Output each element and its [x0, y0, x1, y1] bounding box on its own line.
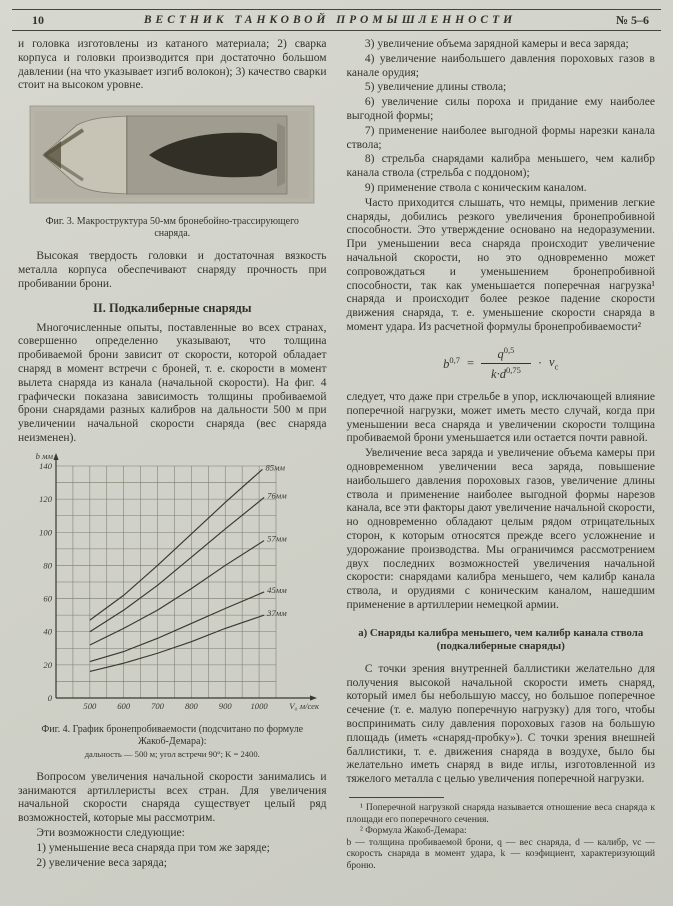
- svg-text:b мм: b мм: [35, 451, 54, 461]
- page-header: [0, 0, 673, 31]
- svg-text:85мм: 85мм: [265, 462, 286, 473]
- figure-4-caption: Фиг. 4. График бронепробиваемости (подсчитано по формуле Жакоб-Демара):: [41, 723, 304, 747]
- svg-text:20: 20: [43, 659, 53, 670]
- journal-title: ВЕСТНИК ТАНКОВОЙ ПРОМЫШЛЕННОСТИ: [143, 14, 517, 26]
- subsection-heading-line1: а) Снаряды калибра меньшего, чем калибр канала ствола: [358, 626, 644, 639]
- figure-4-subcaption: дальность — 500 м; угол встречи 90°; K = 2400.: [84, 748, 260, 759]
- svg-text:37мм: 37мм: [267, 607, 287, 618]
- paragraph: Часто приходится слышать, что немцы, применив легкие снаряды, добились резкого увеличения бронепробивной способности. Это утверждение основано на недоразумении. При уменьшении веса снаряда происходит увеличение начальной скорости, но это одновременно может сопровождаться и уменьшением бронепробивной способности, так как уменьшается поперечная нагрузка¹ снаряда и происходит более резкое падение скорости движения снаряда, т. е. уменьшение скорости снаряда в момент удара. Из расчетной формулы бронепробиваемости²: [346, 196, 655, 333]
- paragraph: Высокая твердость головки и достаточная вязкость металла корпуса обеспечивают снаряду прочность при пробивании брони.: [18, 250, 327, 290]
- list-item: 3) увеличение объема зарядной камеры и веса заряда;: [364, 38, 629, 50]
- svg-text:57мм: 57мм: [267, 533, 287, 544]
- paragraph: следует, что даже при стрельбе в упор, исключающей влияние поперечной нагрузки, может иметь место случай, когда при уменьшении веса снаряда и увеличении скорости толщина пробиваемой брони уменьшается или остается почти равной.: [346, 391, 655, 445]
- left-column: [18, 38, 327, 872]
- formula-multiply-dot: ·: [537, 355, 543, 370]
- footnote: ¹ Поперечной нагрузкой снаряда называется отношение веса снаряда к площади его поперечного сечения.: [346, 801, 655, 825]
- right-column: [347, 38, 656, 872]
- svg-text:800: 800: [185, 700, 199, 711]
- formula-equals: =: [466, 355, 475, 370]
- list-item: 9) применение ствола с коническим каналом.: [364, 181, 587, 194]
- list-item: 1) уменьшение веса снаряда при том же заряде;: [36, 841, 270, 854]
- footnote: ² Формула Жакоб-Демара:: [359, 825, 467, 837]
- svg-text:140: 140: [39, 460, 53, 471]
- svg-text:40: 40: [43, 626, 53, 637]
- list-item: 5) увеличение длины ствола;: [364, 81, 507, 94]
- header-row: [12, 9, 661, 31]
- page-number: 10: [32, 12, 44, 27]
- footnote: b — толщина пробиваемой брони, q — вес снаряда, d — калибр, vc — скорость снаряда в момент удара, k — коэфициент, характеризующий броню.: [346, 836, 655, 871]
- svg-text:120: 120: [39, 493, 53, 504]
- figure-3-caption: Фиг. 3. Макроструктура 50-мм бронебойно-трассирующего снаряда.: [45, 216, 299, 240]
- formula-numerator: $q^{0,5}$: [481, 345, 531, 364]
- svg-text:900: 900: [219, 700, 232, 711]
- paragraph: и головка изготовлены из катаного материала; 2) сварка корпуса и головки производится при достаточно большом давлении (на что указывает изгиб волокон); 3) качество сварки стоит на высоком уровне.: [18, 38, 327, 92]
- svg-text:76мм: 76мм: [267, 490, 287, 501]
- formula-denominator: $k\cdot d^{0,75}$: [491, 364, 521, 382]
- paragraph: Вопросом увеличения начальной скорости занимались и занимаются артиллеристы всех стран. Для увеличения начальной скорости снаряда существует целый ряд возможностей, которые мы рассмотрим.: [18, 770, 327, 825]
- list-item: 4) увеличение наибольшего давления пороховых газов в канале орудия;: [346, 52, 655, 79]
- paragraph: Многочисленные опыты, поставленные во всех странах, совершенно определенно указывают, что толщина пробиваемой брони зависит от скорости, которой обладает снаряд в момент встречи с броней, т. е. скорости в момент вылета снаряда из канала (начальной скорости). На фиг. 4 графически показана зависимость толщины пробиваемой брони снарядами разных калибров на дальности 500 м при увеличении начальной скорости снаряда (вес снаряда неизменен).: [18, 321, 327, 444]
- formula-lhs: $b^{0,7}$: [443, 354, 460, 371]
- list-item: 2) увеличение веса заряда;: [36, 856, 167, 869]
- two-column-layout: [0, 31, 673, 872]
- svg-text:45мм: 45мм: [267, 584, 287, 595]
- penetration-chart-svg: [24, 452, 320, 720]
- subsection-heading-line2: (подкалиберные снаряды): [436, 639, 565, 652]
- svg-text:1000: 1000: [250, 700, 268, 711]
- formula-fraction: [481, 345, 531, 382]
- svg-text:V₀ м/сек: V₀ м/сек: [289, 700, 320, 711]
- paragraph: С точки зрения внутренней баллистики желательно для получения высокой начальной скорости иметь снаряд, который имел бы небольшую массу, но большое поперечное сечение (т. е. малую поперечную нагрузку) для того, чтобы воспринимать силу давления пороховых газов на большую площадь (иметь «снаряд-пробку»). С точки зрения внешней баллистики, т. е. движения снаряда в воздухе, было бы желательно иметь снаряд в виде иглы, изготовленной из тяжелого металла с целью увеличения поперечной нагрузки.: [346, 662, 655, 786]
- footnote-divider: [349, 797, 444, 798]
- svg-text:500: 500: [83, 700, 97, 711]
- list-item: 8) стрельба снарядами калибра меньшего, чем калибр канала ствола (стрельба с поддоном);: [346, 153, 655, 180]
- shell-macrostructure-image: [27, 103, 317, 207]
- svg-text:80: 80: [43, 560, 53, 571]
- formula-velocity-term: $v_c$: [549, 355, 559, 372]
- figure-3-photo: [18, 103, 327, 240]
- paragraph: Увеличение веса заряда и увеличение объема камеры при одновременном увеличении веса заряда, повышение наибольшего давления пороховых газов, увеличение длины ствола и применение наиболее выгодной формы нарезов канала, все эти факторы дают увеличение начальной скорости, но одновременно обладают целым рядом отрицательных сторон, к которым относятся прежде всего усложнение и удорожание производства. Мы ограничимся рассмотрением двух последних возможностей увеличения начальной скорости: снарядами калибра меньшего, чем калибр канала ствола, и орудиями с коническим каналом, нашедшим применение в артиллерии немецкой армии.: [346, 447, 655, 611]
- svg-text:0: 0: [47, 692, 53, 703]
- penetration-formula: [347, 345, 656, 382]
- subsection-heading: [353, 627, 650, 653]
- section-heading: II. Подкалиберные снаряды: [92, 300, 252, 315]
- svg-text:700: 700: [151, 700, 165, 711]
- list-item: 6) увеличение силы пороха и придание ему наиболее выгодной формы;: [346, 96, 655, 122]
- svg-text:100: 100: [39, 527, 53, 538]
- fig4-chart: [18, 452, 327, 759]
- svg-text:600: 600: [117, 700, 131, 711]
- list-item: 7) применение наиболее выгодной формы нарезки канала ствола;: [346, 124, 655, 151]
- paragraph: Эти возможности следующие:: [36, 826, 185, 839]
- issue-number: № 5–6: [615, 12, 649, 27]
- svg-text:60: 60: [43, 593, 53, 604]
